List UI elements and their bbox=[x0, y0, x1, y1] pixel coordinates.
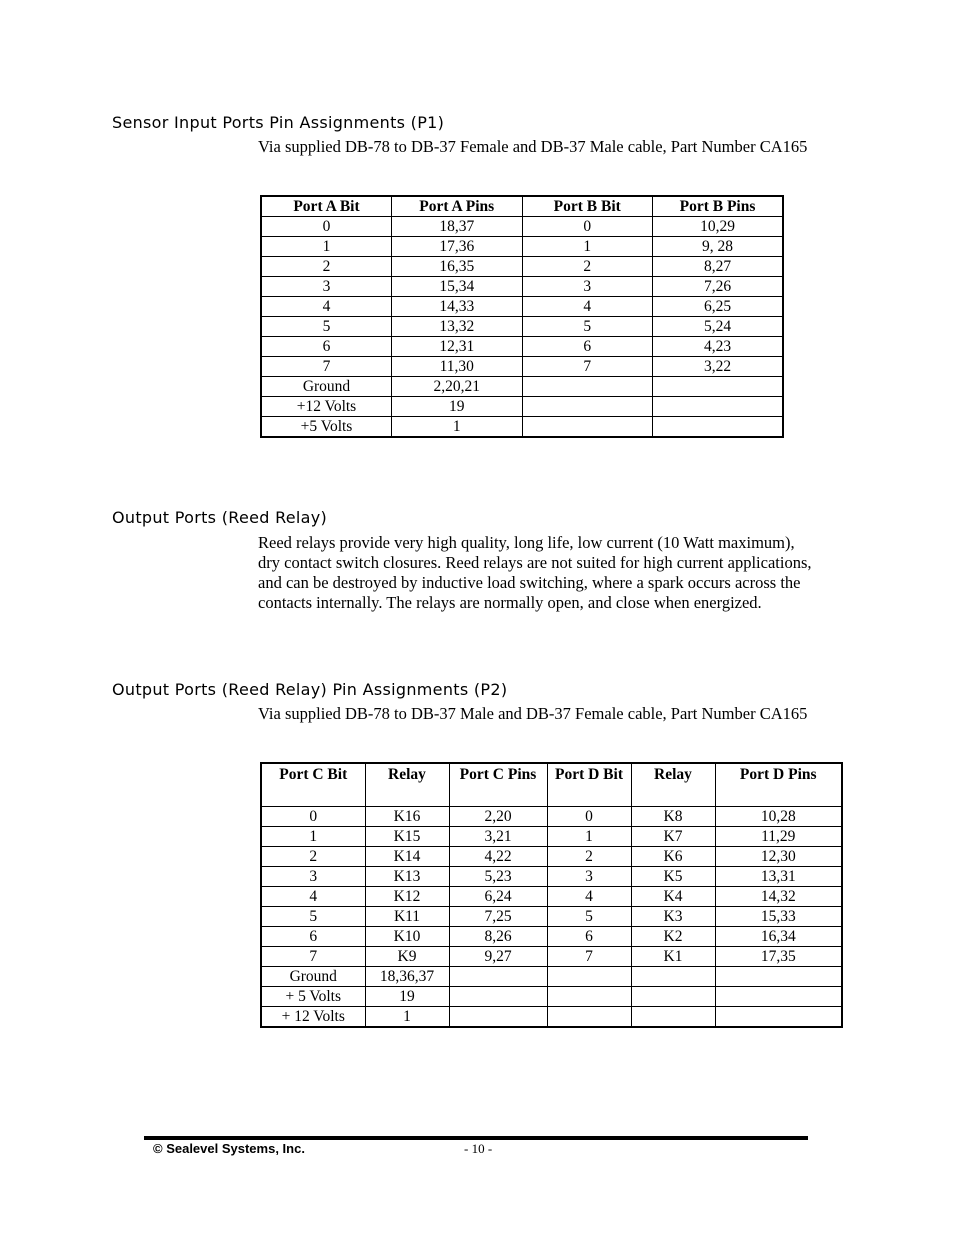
table-cell: 1 bbox=[522, 237, 653, 257]
table-row bbox=[261, 297, 783, 317]
table-row bbox=[261, 317, 783, 337]
table-cell: 4 bbox=[261, 297, 392, 317]
table-cell: 9,27 bbox=[449, 947, 547, 967]
table-cell: K10 bbox=[365, 927, 449, 947]
table-row bbox=[261, 867, 842, 887]
table-cell: 1 bbox=[547, 827, 631, 847]
table-cell: 0 bbox=[522, 217, 653, 237]
section-heading-output-ports: Output Ports (Reed Relay) bbox=[112, 508, 328, 527]
table-cell: 5 bbox=[261, 317, 392, 337]
table-cell: 7 bbox=[261, 357, 392, 377]
table-cell: +5 Volts bbox=[261, 417, 392, 438]
table-row bbox=[261, 377, 783, 397]
column-header: Port D Pins bbox=[715, 763, 842, 807]
table-cell: 16,34 bbox=[715, 927, 842, 947]
table-cell: 14,32 bbox=[715, 887, 842, 907]
table-cell: 4 bbox=[547, 887, 631, 907]
section-heading-output-pin-assignments: Output Ports (Reed Relay) Pin Assignments (P2) bbox=[112, 680, 508, 699]
table-cell: K6 bbox=[631, 847, 715, 867]
table-cell: 16,35 bbox=[392, 257, 523, 277]
table-cell: 12,31 bbox=[392, 337, 523, 357]
table-cell: 11,29 bbox=[715, 827, 842, 847]
table-cell: 3 bbox=[522, 277, 653, 297]
table-cell bbox=[449, 987, 547, 1007]
table-cell: 1 bbox=[261, 237, 392, 257]
description-line: contacts internally. The relays are normally open, and close when energized. bbox=[258, 593, 762, 612]
table-cell: 17,36 bbox=[392, 237, 523, 257]
table-row bbox=[261, 217, 783, 237]
column-header: Port C Pins bbox=[449, 763, 547, 807]
table-cell: K13 bbox=[365, 867, 449, 887]
table-cell: 3 bbox=[547, 867, 631, 887]
table-cell: 6 bbox=[261, 927, 365, 947]
table-header-row bbox=[261, 763, 842, 807]
table-cell: 5 bbox=[522, 317, 653, 337]
table-cell: 13,31 bbox=[715, 867, 842, 887]
table-cell: 19 bbox=[392, 397, 523, 417]
table-cell bbox=[547, 1007, 631, 1028]
table-cell: 7 bbox=[261, 947, 365, 967]
table-cell bbox=[631, 967, 715, 987]
table-cell bbox=[449, 1007, 547, 1028]
table-row bbox=[261, 807, 842, 827]
table-cell: 10,29 bbox=[653, 217, 784, 237]
column-header: Port B Bit bbox=[522, 196, 653, 217]
table-cell: + 12 Volts bbox=[261, 1007, 365, 1028]
table-cell: K3 bbox=[631, 907, 715, 927]
output-relay-pin-table bbox=[260, 762, 843, 1028]
table-cell: 14,33 bbox=[392, 297, 523, 317]
table-cell: 9, 28 bbox=[653, 237, 784, 257]
column-header: Relay bbox=[631, 763, 715, 807]
table-cell: K8 bbox=[631, 807, 715, 827]
table-cell bbox=[522, 397, 653, 417]
table-cell: 1 bbox=[392, 417, 523, 438]
table-cell: K12 bbox=[365, 887, 449, 907]
table-row bbox=[261, 847, 842, 867]
table-row bbox=[261, 237, 783, 257]
table-cell: 10,28 bbox=[715, 807, 842, 827]
table-cell: 3 bbox=[261, 277, 392, 297]
description-line: dry contact switch closures. Reed relays are not suited for high current applications, bbox=[258, 553, 812, 572]
table-cell bbox=[653, 417, 784, 438]
column-header: Port C Bit bbox=[261, 763, 365, 807]
table-cell: 13,32 bbox=[392, 317, 523, 337]
footer-copyright: © Sealevel Systems, Inc. bbox=[153, 1141, 305, 1156]
table-cell: K16 bbox=[365, 807, 449, 827]
table-row bbox=[261, 947, 842, 967]
footer-page-number: - 10 - bbox=[464, 1141, 493, 1156]
table-cell bbox=[653, 397, 784, 417]
table-cell: 7,25 bbox=[449, 907, 547, 927]
table-cell: 15,33 bbox=[715, 907, 842, 927]
table-cell: 4 bbox=[261, 887, 365, 907]
table-row bbox=[261, 1007, 842, 1028]
table-cell bbox=[631, 1007, 715, 1028]
output-pins-intro: Via supplied DB-78 to DB-37 Male and DB-37 Female cable, Part Number CA165 bbox=[258, 704, 808, 723]
table-header-row bbox=[261, 196, 783, 217]
table-cell: 2,20,21 bbox=[392, 377, 523, 397]
description-line: Reed relays provide very high quality, long life, low current (10 Watt maximum), bbox=[258, 533, 795, 552]
table-cell: 4,22 bbox=[449, 847, 547, 867]
column-header: Relay bbox=[365, 763, 449, 807]
table-cell: 17,35 bbox=[715, 947, 842, 967]
table-cell: 6 bbox=[261, 337, 392, 357]
table-cell: 4,23 bbox=[653, 337, 784, 357]
table-cell: 3 bbox=[261, 867, 365, 887]
table-cell: 0 bbox=[261, 217, 392, 237]
table-cell bbox=[653, 377, 784, 397]
table-row bbox=[261, 907, 842, 927]
table-cell: +12 Volts bbox=[261, 397, 392, 417]
table-cell: 5 bbox=[261, 907, 365, 927]
table-cell: K1 bbox=[631, 947, 715, 967]
table-cell bbox=[547, 967, 631, 987]
table-cell bbox=[449, 967, 547, 987]
table-cell: K5 bbox=[631, 867, 715, 887]
table-cell: 6,25 bbox=[653, 297, 784, 317]
table-row bbox=[261, 927, 842, 947]
table-row bbox=[261, 967, 842, 987]
description-line: and can be destroyed by inductive load switching, where a spark occurs across the bbox=[258, 573, 801, 592]
table-cell: + 5 Volts bbox=[261, 987, 365, 1007]
table-cell: Ground bbox=[261, 377, 392, 397]
table-cell: K7 bbox=[631, 827, 715, 847]
table-cell: K4 bbox=[631, 887, 715, 907]
table-cell: 0 bbox=[547, 807, 631, 827]
table-cell: 1 bbox=[365, 1007, 449, 1028]
table-cell bbox=[522, 417, 653, 438]
table-row bbox=[261, 987, 842, 1007]
table-row bbox=[261, 257, 783, 277]
table-cell: 6 bbox=[547, 927, 631, 947]
table-row bbox=[261, 397, 783, 417]
table-cell: 11,30 bbox=[392, 357, 523, 377]
column-header: Port B Pins bbox=[653, 196, 784, 217]
table-cell: K14 bbox=[365, 847, 449, 867]
table-cell bbox=[715, 1007, 842, 1028]
column-header: Port D Bit bbox=[547, 763, 631, 807]
table-row bbox=[261, 277, 783, 297]
table-cell: Ground bbox=[261, 967, 365, 987]
table-cell: 6,24 bbox=[449, 887, 547, 907]
table-row bbox=[261, 887, 842, 907]
column-header: Port A Bit bbox=[261, 196, 392, 217]
table-cell: 3,22 bbox=[653, 357, 784, 377]
table-cell bbox=[522, 377, 653, 397]
table-cell: 4 bbox=[522, 297, 653, 317]
table-cell: 19 bbox=[365, 987, 449, 1007]
table-cell: K9 bbox=[365, 947, 449, 967]
reed-relay-description bbox=[258, 533, 812, 613]
table-cell: 15,34 bbox=[392, 277, 523, 297]
table-cell: 7,26 bbox=[653, 277, 784, 297]
table-cell bbox=[631, 987, 715, 1007]
table-cell: 18,37 bbox=[392, 217, 523, 237]
table-cell: 2 bbox=[522, 257, 653, 277]
table-cell: 12,30 bbox=[715, 847, 842, 867]
table-cell: 5 bbox=[547, 907, 631, 927]
table-cell: 6 bbox=[522, 337, 653, 357]
table-cell bbox=[547, 987, 631, 1007]
footer-rule bbox=[144, 1136, 808, 1140]
table-cell: 2 bbox=[547, 847, 631, 867]
table-cell: 8,26 bbox=[449, 927, 547, 947]
table-cell: K11 bbox=[365, 907, 449, 927]
table-cell: 1 bbox=[261, 827, 365, 847]
table-cell: 2 bbox=[261, 847, 365, 867]
table-cell: 8,27 bbox=[653, 257, 784, 277]
table-cell: 0 bbox=[261, 807, 365, 827]
table-cell: 3,21 bbox=[449, 827, 547, 847]
table-row bbox=[261, 337, 783, 357]
column-header: Port A Pins bbox=[392, 196, 523, 217]
table-cell: 5,23 bbox=[449, 867, 547, 887]
table-cell: 2 bbox=[261, 257, 392, 277]
sensor-input-pin-table bbox=[260, 195, 784, 438]
table-cell: 7 bbox=[547, 947, 631, 967]
section-heading-sensor-input: Sensor Input Ports Pin Assignments (P1) bbox=[112, 113, 445, 132]
table-row bbox=[261, 417, 783, 438]
sensor-input-intro: Via supplied DB-78 to DB-37 Female and DB-37 Male cable, Part Number CA165 bbox=[258, 137, 808, 156]
table-cell bbox=[715, 987, 842, 1007]
table-row bbox=[261, 827, 842, 847]
table-cell bbox=[715, 967, 842, 987]
table-cell: K2 bbox=[631, 927, 715, 947]
table-cell: 2,20 bbox=[449, 807, 547, 827]
table-cell: 5,24 bbox=[653, 317, 784, 337]
table-cell: K15 bbox=[365, 827, 449, 847]
table-row bbox=[261, 357, 783, 377]
table-cell: 18,36,37 bbox=[365, 967, 449, 987]
table-cell: 7 bbox=[522, 357, 653, 377]
